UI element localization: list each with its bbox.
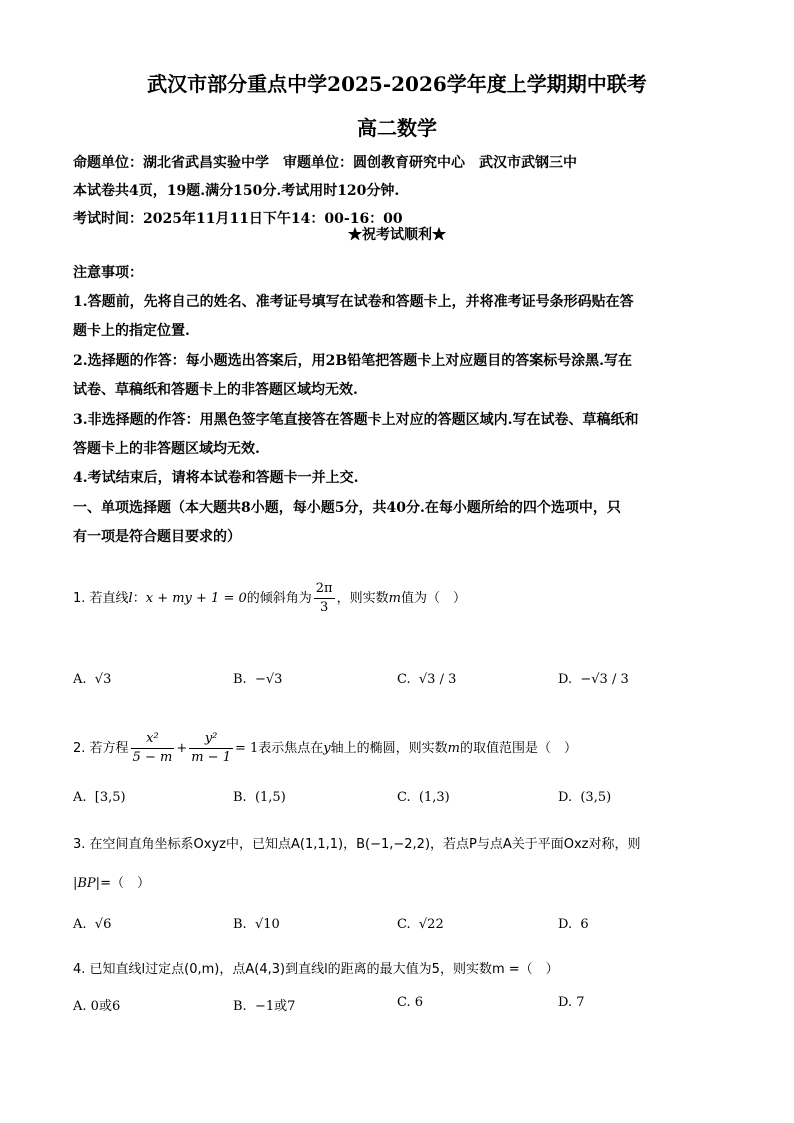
option-b: B. √10 [233,917,280,932]
info-line-3: 考试时间：2025年11月11日下午14：00-16：00 [73,211,403,227]
exam-title: 武汉市部分重点中学2025-2026学年度上学期期中联考 [147,72,647,96]
option-d: D. 6 [558,917,589,932]
question-3-cont: |BP|=（ ） [73,876,150,891]
notice-line: 3.非选择题的作答：用黑色签字笔直接答在答题卡上对应的答题区域内.写在试卷、草稿纸和 [73,412,639,428]
option-d: D. −√3 / 3 [558,672,629,687]
option-d: D. 7 [558,995,585,1010]
question-4: 4. 已知直线l过定点(0,m)，点A(4,3)到直线l的距离的最大值为5，则实数m =（ ） [73,962,559,977]
question-1: 1. 若直线l：x + my + 1 = 0的倾斜角为 $\frac{2\pi}{3}$ ，则实数m值为（ ） [73,581,466,615]
notice-line: 题卡上的指定位置. [73,323,190,339]
notice-line: 4.考试结束后，请将本试卷和答题卡一并上交. [73,470,359,486]
option-c: C. 6 [397,995,424,1010]
fraction-x: $\frac{\text{x²}}{5 - m}$ [132,731,173,765]
option-b: B. (1,5) [233,790,286,805]
notice-line: 试卷、草稿纸和答题卡上的非答题区域均无效. [73,382,358,398]
fraction-y: $\frac{\text{y²}}{m - 1}$ [191,731,231,765]
vector-bp: |BP| [73,876,101,891]
notice-line: 答题卡上的非答题区域均无效. [73,441,260,457]
option-a: A. [3,5) [73,790,126,805]
option-d: D. (3,5) [558,790,612,805]
option-c: C. (1,3) [397,790,450,805]
section-heading: 一、单项选择题（本大题共8小题，每小题5分，共40分.在每小题所给的四个选项中，只 [73,500,621,516]
blessing: ★祝考试顺利★ [348,227,446,243]
option-b: B. −1或7 [233,999,296,1014]
option-c: C. √3 / 3 [397,672,457,687]
angle-fraction: $\frac{2\pi}{3}$ [315,581,333,615]
notice-line: 1.答题前，先将自己的姓名、准考证号填写在试卷和答题卡上，并将准考证号条形码贴在答 [73,294,634,310]
info-line-1: 命题单位：湖北省武昌实验中学 审题单位：圆创教育研究中心 武汉市武钢三中 [73,155,577,171]
exam-subject: 高二数学 [357,116,437,140]
option-b: B. −√3 [233,672,283,687]
option-a: A. 0或6 [73,999,121,1014]
option-c: C. √22 [397,917,444,932]
option-a: A. √3 [73,672,112,687]
question-2: 2. 若方程 $\frac{\text{x²}}{5 - m}$ + $\frac{\text{y²}}{m - 1}$ = 1表示焦点在y轴上的椭圆，则实数m的取值范围是（ ） [73,731,578,765]
option-a: A. √6 [73,917,112,932]
info-line-2: 本试卷共4页，19题.满分150分.考试用时120分钟. [73,183,400,199]
section-heading-cont: 有一项是符合题目要求的） [73,529,241,545]
notice-line: 2.选择题的作答：每小题选出答案后，用2B铅笔把答题卡上对应题目的答案标号涂黑.写在 [73,353,633,369]
notice-heading: 注意事项： [73,265,143,281]
question-3: 3. 在空间直角坐标系Oxyz中，已知点A(1,1,1)，B(−1,−2,2)，若点P与点A关于平面Oxz对称，则 [73,837,641,852]
